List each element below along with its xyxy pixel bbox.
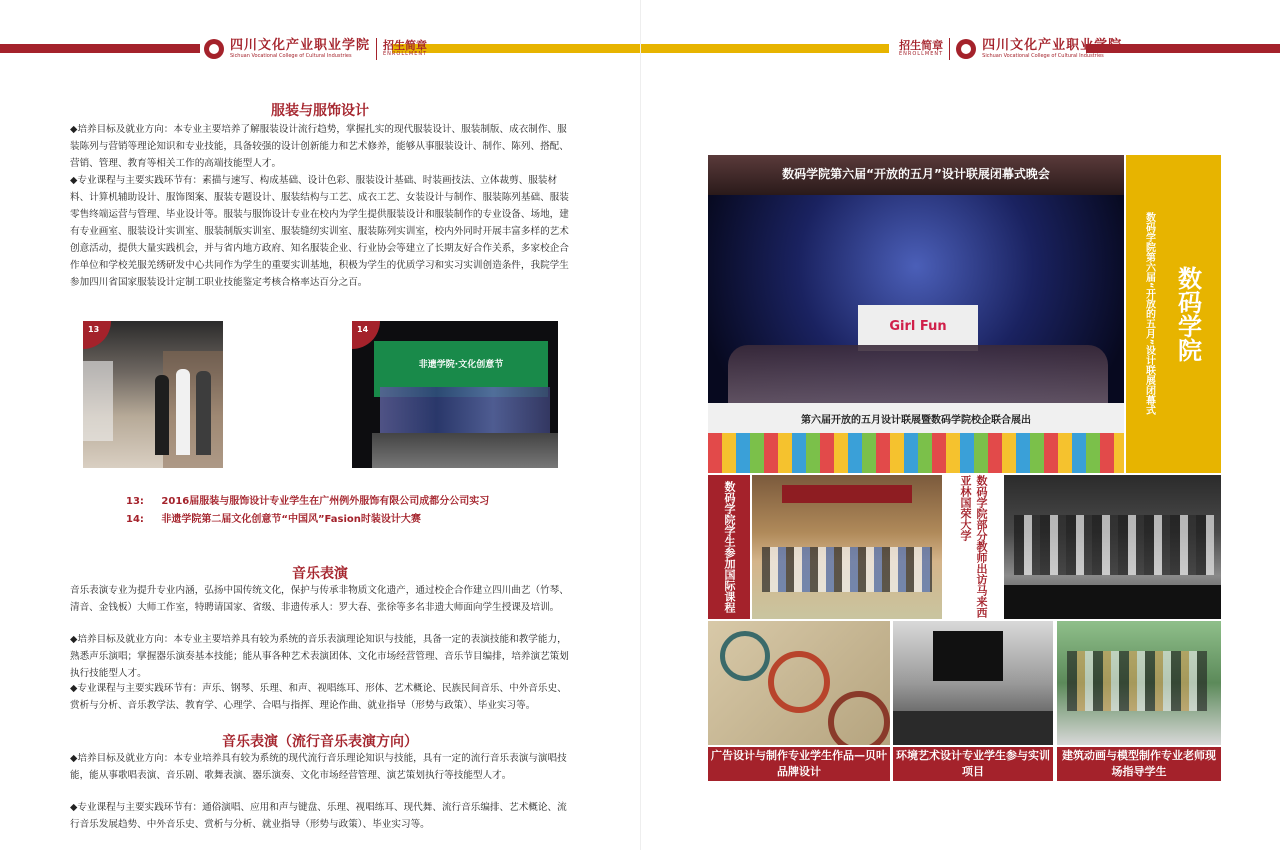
- stage-banner-text: 数码学院第六届“开放的五月”设计联展闭幕式晚会: [782, 167, 1050, 181]
- header-logo: [204, 36, 427, 62]
- header-band-gold: [392, 44, 640, 53]
- photo-malaysia-visit: [1004, 475, 1221, 619]
- digital-college-subtitle: 数码学院第六届“开放的五月”设计联展闭幕式: [1143, 212, 1155, 416]
- caption-env-art: 环境艺术设计专业学生参与实训项目: [893, 747, 1053, 781]
- music-goal-paragraph: ◆培养目标及就业方向：本专业主要培养具有较为系统的音乐表演理论知识与技能，具备一定的表演技能和教学能力，熟悉声乐演唱；掌握器乐演奏基本技能；能从事各种艺术表演团体、文化市场经营管理、音乐节目编排，培养演艺策划执行技能型人才。: [70, 634, 569, 679]
- photo-ad-design-works: [708, 621, 890, 745]
- photo-arch-model-guidance: [1057, 621, 1221, 745]
- logo-divider: [376, 38, 377, 60]
- right-page: [640, 0, 1280, 850]
- photo-intl-course: [752, 475, 942, 619]
- fashion-course-paragraph: ◆专业课程与主要实践环节有：素描与速写、构成基础、设计色彩、服装设计基础、时装画技法、立体裁剪、服装材料、计算机辅助设计、服饰图案、服装专题设计、服装结构与工艺、成衣工艺、女装设计与制作、服装陈列基础、服装零售终端运营与管理、毕业设计等。服装与服饰设计专业在校内为学生提供服装设计和服装制作的专业设备、场地，建有专业画室、服装设计实训室、服装制版实训室、服装缝纫实训室、服装陈列实训室，校内外同时开展丰富多样的艺术创意活动，提供大量实践机会，并与省内地方政府、知名服装企业、行业协会等建立了长期友好合作关系，多家校企合作单位和学校羌服羌绣研发中心共同作为学生的重要实训基地，积极为学生的优质学习和实习实训创造条件，我院学生参加四川省国家服装设计定制工职业技能鉴定考核合格率达百分之百。: [70, 175, 569, 288]
- school-name-en: Sichuan Vocational College of Cultural Industries: [230, 53, 352, 59]
- pop-music-title: 音乐表演（流行音乐表演方向）: [222, 734, 418, 750]
- school-name-en-right: Sichuan Vocational College of Cultural Industries: [982, 53, 1104, 59]
- photo-env-art-training: [893, 621, 1053, 745]
- photo-digital-closing-ceremony: [708, 155, 1124, 473]
- photo-14-number-badge: 14: [352, 321, 380, 349]
- header-logo-right: [899, 36, 1122, 62]
- enrollment-tag-en: ENROLLMENT: [383, 51, 428, 58]
- school-seal-icon: [204, 39, 224, 59]
- school-name-right: 四川文化产业职业学院: [982, 38, 1123, 53]
- header-band-red: [0, 44, 200, 53]
- logo-divider-right: [949, 38, 950, 60]
- music-intro-paragraph: 音乐表演专业为提升专业内涵，弘扬中国传统文化，保护与传承非物质文化遗产，通过校企合作建立四川曲艺（竹琴、清音、金钱板）大师工作室，特聘请国家、省级、非遗传承人：罗大春、张徐等多名非遗大师面向学生授课及培训。: [70, 585, 569, 613]
- school-seal-icon-right: [956, 39, 976, 59]
- caption-13-text: 2016届服装与服饰设计专业学生在广州例外服饰有限公司成都分公司实习: [161, 496, 490, 507]
- stage-screen-text: Girl Fun: [889, 319, 947, 334]
- intl-course-label: 数码学院学生参加国际课程: [708, 475, 750, 619]
- pop-music-course-paragraph: ◆专业课程与主要实践环节有：通俗演唱、应用和声与键盘、乐理、视唱练耳、现代舞、流行音乐编排、艺术概论、流行音乐发展趋势、中外音乐史、赏析与分析、就业指导（形势与政策）、毕业实习等。: [70, 802, 567, 830]
- music-course-paragraph: ◆专业课程与主要实践环节有：声乐、钢琴、乐理、和声、视唱练耳、形体、艺术概论、民族民间音乐、中外音乐史、赏析与分析、音乐教学法、教育学、心理学、合唱与指挥、理论作曲、就业指导（形势与政策）、毕业实习等。: [70, 683, 567, 711]
- fashion-goal-paragraph: ◆培养目标及就业方向：本专业主要培养了解服装设计流行趋势，掌握扎实的现代服装设计、服装制版、成衣制作、服装陈列与营销等理论知识和专业技能，具备较强的设计创新能力和艺术修养，能够从事服装设计、制作、陈列、搭配、营销、管理、教育等相关工作的高端技能型人才。: [70, 124, 569, 169]
- caption-13: [126, 492, 489, 507]
- enrollment-tag-en-right: ENROLLMENT: [899, 51, 944, 58]
- header-band-gold-right: [641, 44, 889, 53]
- caption-ad-design: 广告设计与制作专业学生作品—贝叶品牌设计: [708, 747, 890, 781]
- school-name: 四川文化产业职业学院: [230, 38, 371, 53]
- fashion-title: 服装与服饰设计: [271, 103, 369, 119]
- digital-college-title: 数码学院: [1173, 266, 1203, 362]
- caption-14-text: 非遗学院第二届文化创意节“中国风”Fasion时装设计大赛: [161, 514, 421, 525]
- caption-14-number: 14:: [126, 514, 144, 525]
- photo-13-number-badge: 13: [83, 321, 111, 349]
- caption-14: [126, 510, 421, 525]
- digital-college-panel: [1126, 155, 1221, 473]
- photo-14-fashion-contest: [352, 321, 558, 468]
- caption-13-number: 13:: [126, 496, 144, 507]
- photo-13-internship: [83, 321, 223, 468]
- caption-arch-model: 建筑动画与模型制作专业老师现场指导学生: [1057, 747, 1221, 781]
- enrollment-tag: 招生简章: [383, 39, 428, 53]
- pop-music-goal-paragraph: ◆培养目标及就业方向：本专业培养具有较为系统的现代流行音乐理论知识与技能，具有一定的流行音乐表演与演唱技能，能从事歌唱表演、音乐剧、歌舞表演、器乐演奏、文化市场经营管理、演艺策划执行等技能型人才。: [70, 753, 567, 781]
- enrollment-tag-right: 招生简章: [899, 39, 944, 53]
- stage-floor-banner-text: 第六届开放的五月设计联展暨数码学院校企联合展出: [801, 415, 1031, 426]
- photo-14-banner-text: 非遗学院·文化创意节: [418, 360, 504, 370]
- music-title: 音乐表演: [292, 566, 348, 582]
- malaysia-visit-label: 数码学院部分教师出访马来西亚林国荣大学: [944, 475, 1002, 619]
